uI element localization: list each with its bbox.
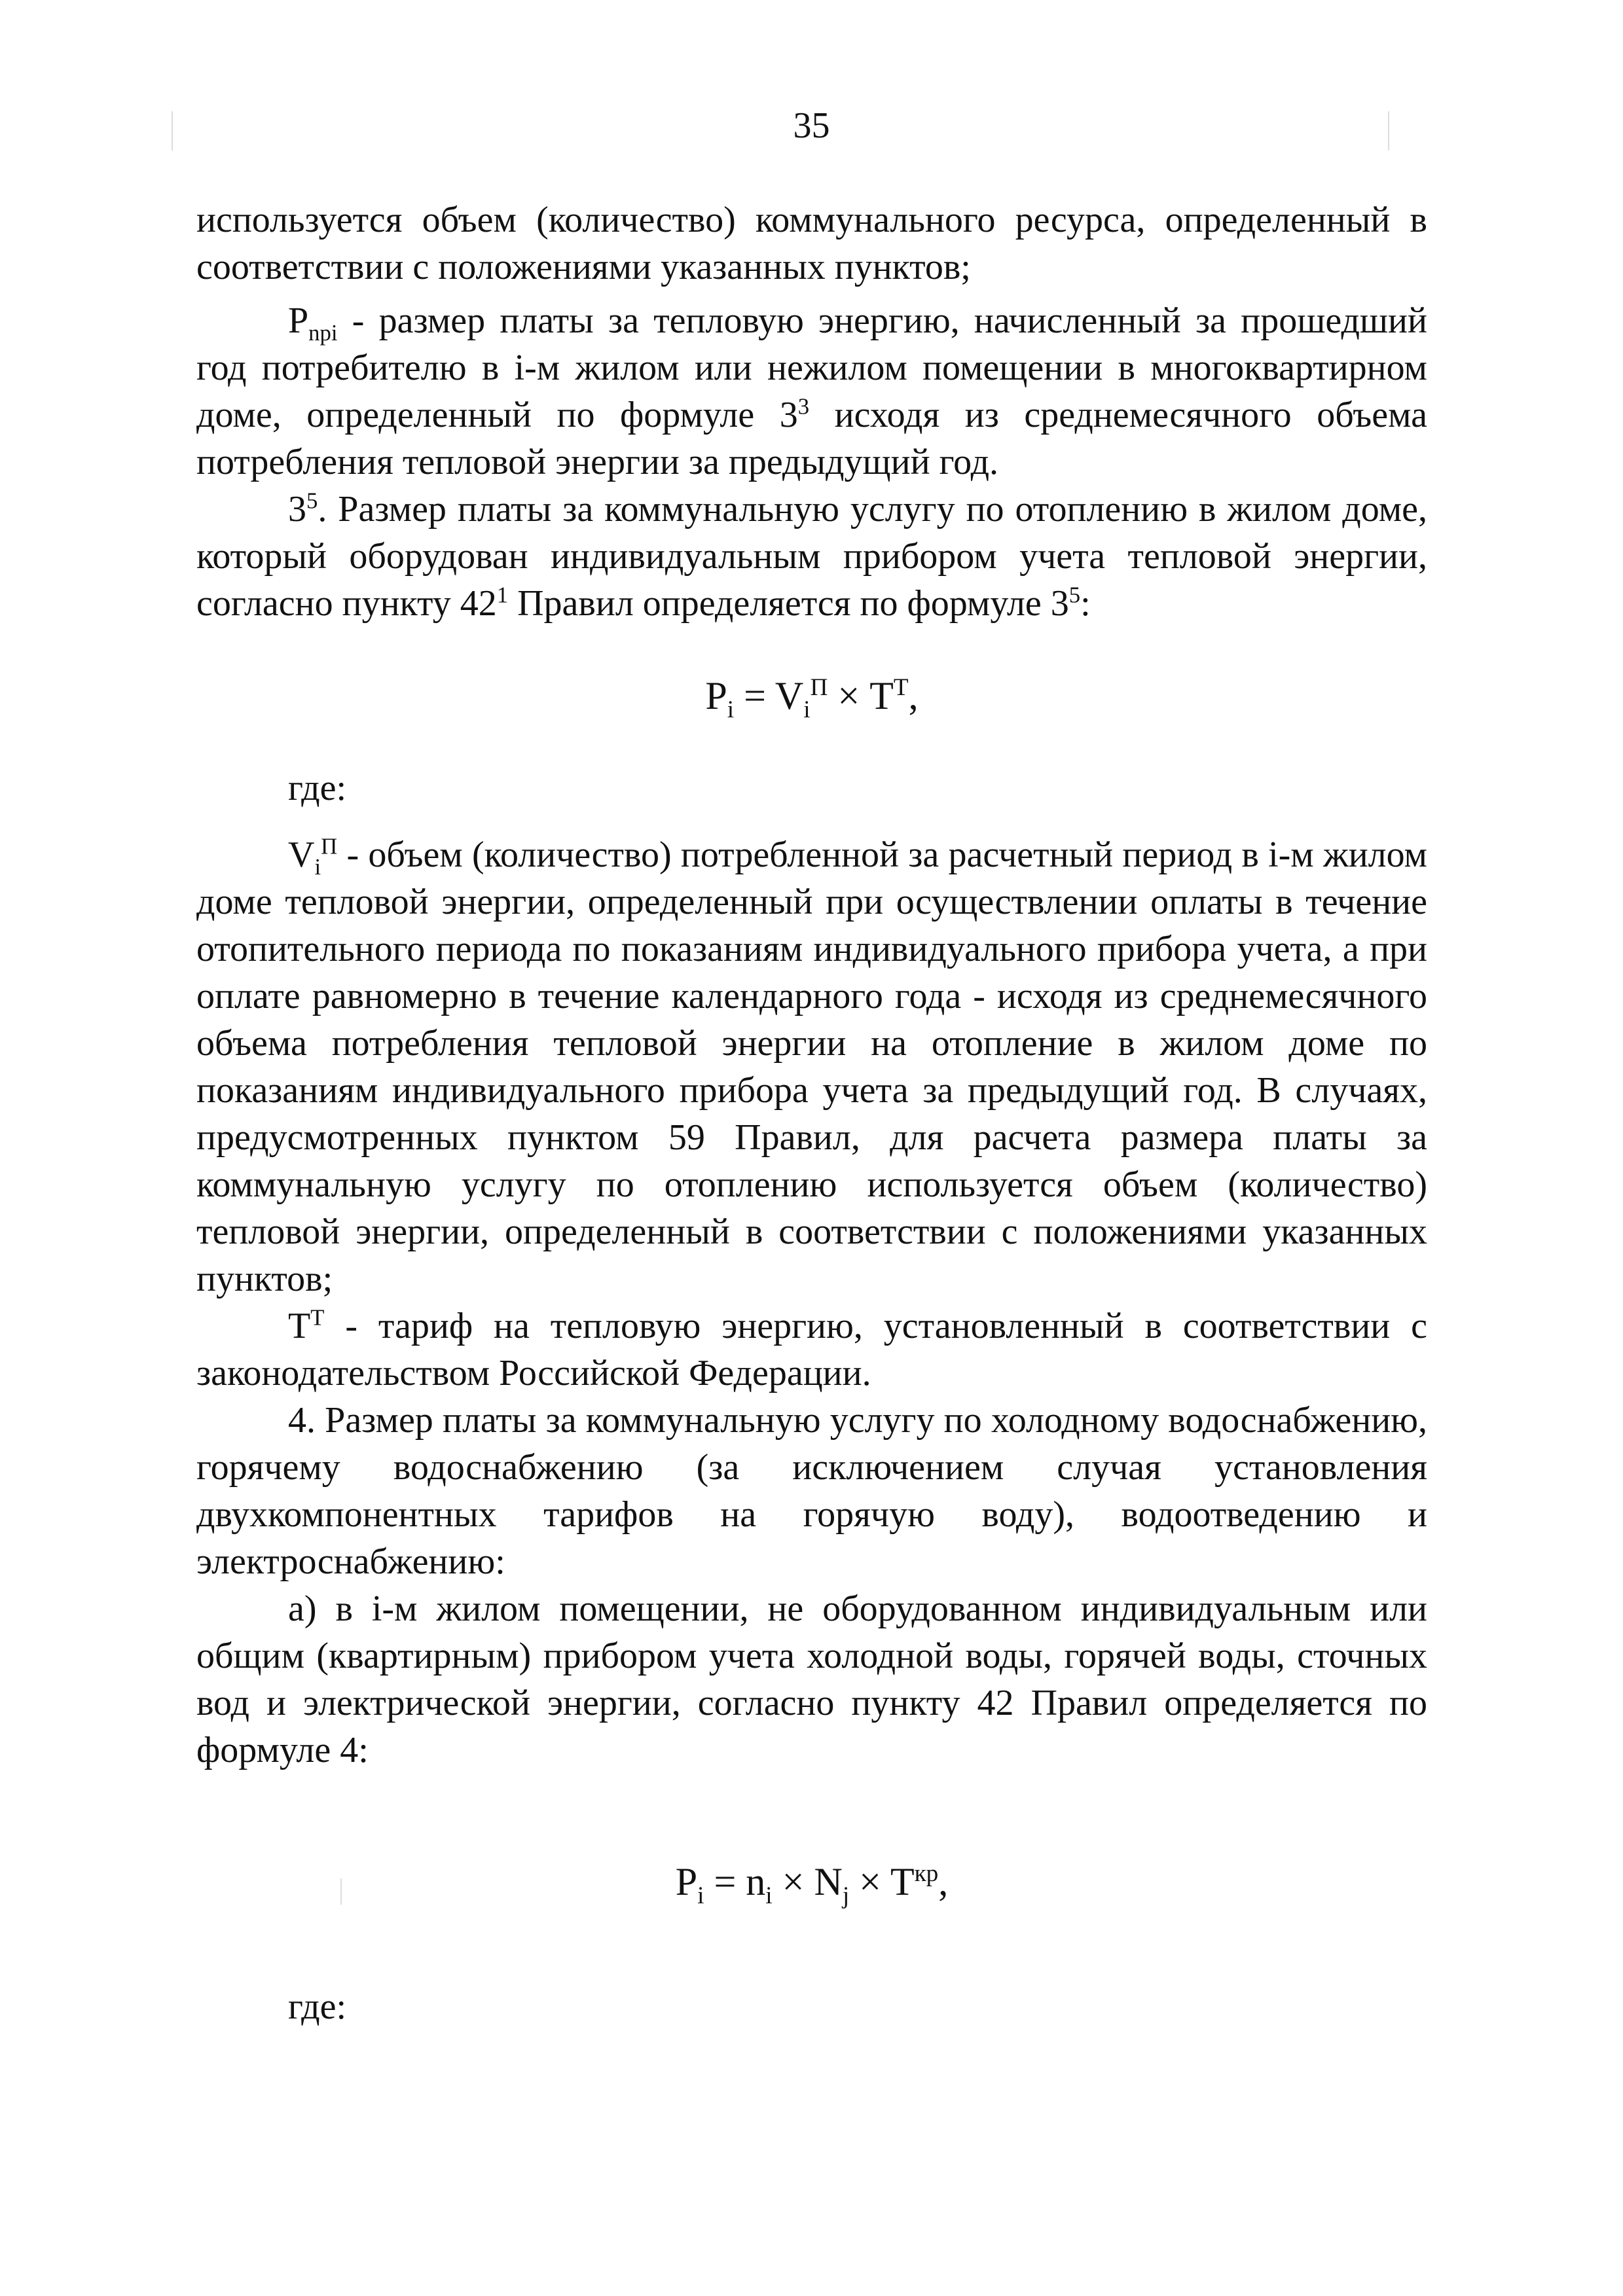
formula-ref-superscript-2: 5 xyxy=(1068,582,1081,608)
formula-2-lhs-sub: i xyxy=(697,1882,704,1909)
paragraph-7-text: а) в i-м жилом помещении, не оборудованном индивидуальным или общим (квартирным) прибором учета холодной воды, горячей воды, сточных вод и электрической энергии, согласно пункту 42 Правил определяется по формуле 4: xyxy=(196,1588,1427,1770)
formula-2-equals: = xyxy=(704,1860,746,1903)
formula-2-N: N xyxy=(814,1860,843,1903)
item-ref-superscript: 1 xyxy=(496,582,509,608)
formula-2-t-sup: кр xyxy=(914,1860,939,1887)
formula-4 xyxy=(196,1852,1427,1911)
formula-2-n: n xyxy=(746,1860,766,1903)
formula-1-end: , xyxy=(908,674,919,717)
formula-1-v-sub: i xyxy=(803,696,811,723)
formula-2-times-1: × xyxy=(772,1860,814,1903)
formula-1-t: T xyxy=(869,674,894,717)
formula-2-t: T xyxy=(890,1860,915,1903)
paragraph-4-text: - объем (количество) потребленной за расчетный период в i-м жилом доме тепловой энергии, определенный при осуществлении оплаты в течение отопительного периода по показаниям индивидуального прибора учета, а при оплате равномерно в течение календарного года - исходя из среднемесячного объема потребления тепловой энергии на отопление в жилом доме по показаниям индивидуального прибора учета за предыдущий год. В случаях, предусмотренных пунктом 59 Правил, для расчета размера платы за коммунальную услугу по отоплению используется объем (количество) тепловой энергии, определенный в соответствии с положениями указанных пунктов; xyxy=(196,834,1427,1299)
formula-1-equals: = xyxy=(734,674,775,717)
symbol-subscript: npi xyxy=(308,320,338,346)
formula-3-5 xyxy=(196,666,1427,725)
clause-number: 3 xyxy=(288,489,306,529)
paragraph-3-text-2: Правил определяется по формуле 3 xyxy=(508,583,1069,624)
paragraph-5-text: - тариф на тепловую энергию, установленный в соответствии с законодательством Российской Федерации. xyxy=(196,1306,1427,1393)
paragraph-1 xyxy=(196,196,1427,291)
symbol-superscript: Т xyxy=(310,1304,325,1331)
paragraph-3-tail: : xyxy=(1080,583,1091,624)
formula-1-times: × xyxy=(828,674,870,717)
paragraph-3-text: . Размер платы за коммунальную услугу по отоплению в жилом доме, который оборудован индивидуальным прибором учета тепловой энергии, согласно пункту 42 xyxy=(196,489,1427,624)
document-body xyxy=(196,196,1427,2050)
paragraph-2-tail: исходя из среднемесячного объема потребления тепловой энергии за предыдущий год. xyxy=(196,395,1428,482)
formula-1-t-sup: Т xyxy=(893,674,909,701)
symbol-subscript: i xyxy=(314,854,321,880)
formula-2-n-sub: i xyxy=(765,1882,773,1909)
paragraph-4 xyxy=(196,831,1427,1302)
symbol-t-t xyxy=(288,1306,324,1346)
formula-1-v-sup: П xyxy=(810,674,828,701)
scan-artifact-mark xyxy=(172,111,173,151)
paragraph-6-text: 4. Размер платы за коммунальную услугу по холодному водоснабжению, горячему водоснабжению (за исключением случая установления двухкомпонентных тарифов на горячую воду), водоотведению и электроснабжению: xyxy=(196,1400,1427,1582)
formula-1-v: V xyxy=(775,674,804,717)
paragraph-6 xyxy=(196,1397,1427,1585)
paragraph-7 xyxy=(196,1585,1427,1774)
formula-2-lhs: P xyxy=(675,1860,698,1903)
symbol-base: V xyxy=(288,834,315,875)
paragraph-2 xyxy=(196,297,1427,486)
formula-2-end: , xyxy=(938,1860,949,1903)
formula-2-N-sub: j xyxy=(842,1882,850,1909)
formula-ref-superscript: 3 xyxy=(797,393,810,420)
formula-1-lhs-sub: i xyxy=(727,696,735,723)
symbol-superscript: П xyxy=(321,833,338,859)
scan-artifact-mark xyxy=(1388,111,1389,151)
paragraph-3 xyxy=(196,486,1427,627)
paragraph-5 xyxy=(196,1302,1427,1397)
symbol-p-npi xyxy=(288,300,338,346)
formula-1-lhs: P xyxy=(705,674,727,717)
formula-2-times-2: × xyxy=(849,1860,890,1903)
where-label-1: где: xyxy=(288,768,347,808)
where-label-2: где: xyxy=(288,1986,347,2027)
symbol-base: T xyxy=(288,1306,311,1346)
clause-number-superscript: 5 xyxy=(306,488,318,514)
symbol-v-i-p xyxy=(288,833,338,880)
page-number: 35 xyxy=(793,105,830,146)
paragraph-1-text: используется объем (количество) коммунального ресурса, определенный в соответствии с положениями указанных пунктов; xyxy=(196,200,1427,287)
symbol-base: P xyxy=(288,300,309,341)
scan-artifact-mark xyxy=(340,1878,342,1905)
paragraph-2-text: - размер платы за тепловую энергию, начисленный за прошедший год потребителю в i-м жилом или нежилом помещении в многоквартирном доме, определенный по формуле 3 xyxy=(196,300,1427,435)
